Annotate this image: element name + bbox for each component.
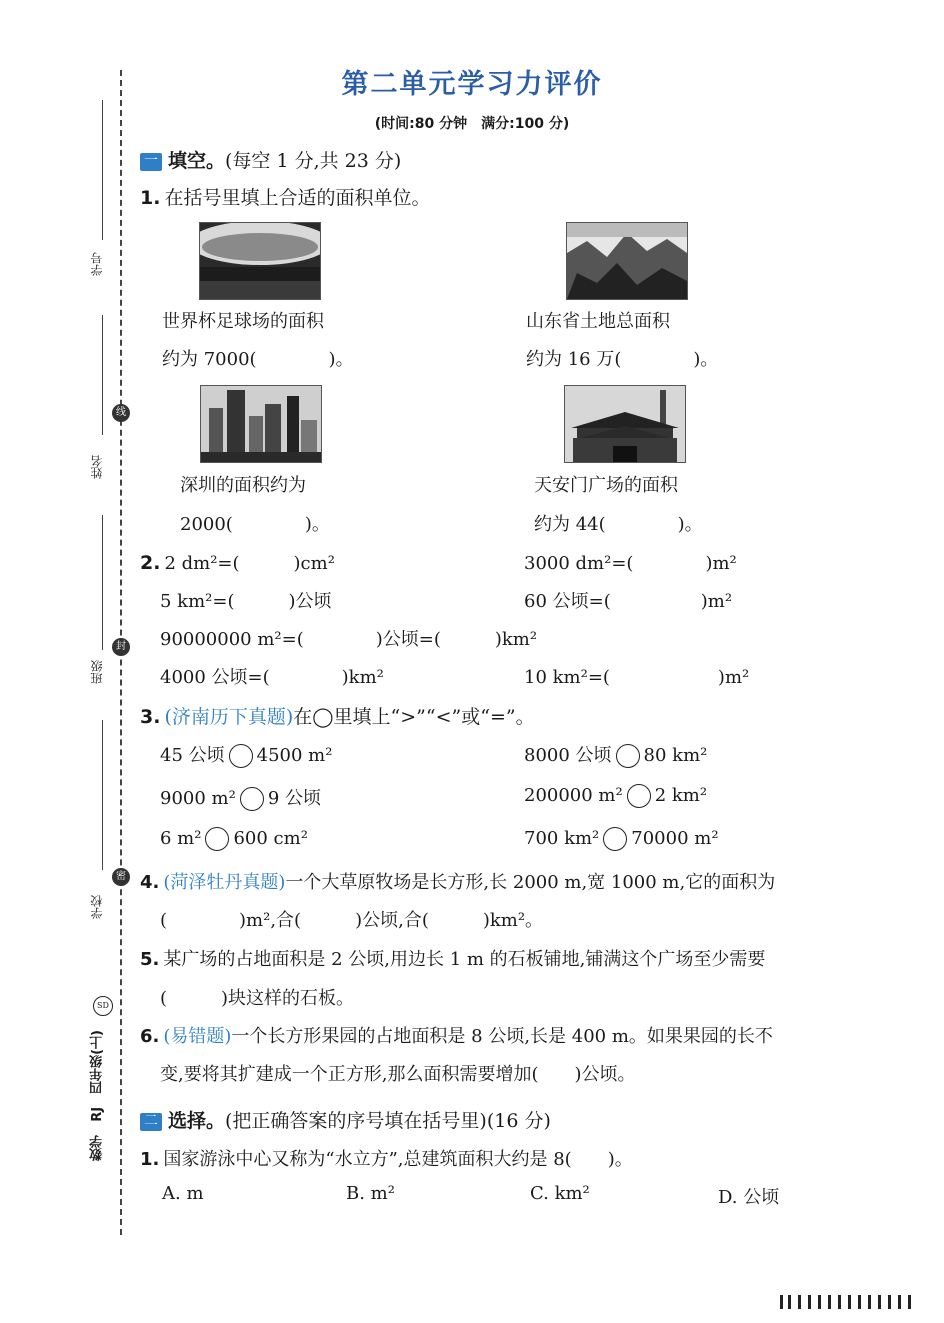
q2-row-3: 90000000 m²=( )公顷=( )km² <box>160 629 538 650</box>
question-1-text: 在括号里填上合适的面积单位。 <box>164 187 431 209</box>
compare-circle[interactable] <box>616 744 640 768</box>
compare-right: 80 km² <box>643 745 708 766</box>
mc-option-b[interactable]: B. m² <box>346 1183 395 1204</box>
compare-right: 600 cm² <box>233 828 308 849</box>
tiananmen-photo <box>564 385 686 463</box>
page-title: 第二单元学习力评价 <box>341 69 603 100</box>
q2-row-1-left: 2 dm²=( )cm² <box>164 553 335 574</box>
question-4 <box>140 868 775 894</box>
q1-item-1-line2: 约为 7000( )。 <box>162 349 354 370</box>
q2-row-2-right: 60 公顷=( )m² <box>524 591 733 612</box>
seal-mark-seal: 封 <box>112 638 130 656</box>
section-2-note: (把正确答案的序号填在括号里)(16 分) <box>225 1110 551 1132</box>
question-3 <box>140 702 535 729</box>
question-2-number: 2. <box>140 552 161 574</box>
mc-question-1-text: 国家游泳中心又称为“水立方”,总建筑面积大约是 8( )。 <box>163 1149 633 1170</box>
section-1-note: (每空 1 分,共 23 分) <box>225 150 402 172</box>
question-6-number: 6. <box>140 1026 160 1047</box>
compare-left: 700 km² <box>524 828 600 849</box>
section-2-heading <box>140 1106 551 1133</box>
question-5-line1: 某广场的占地面积是 2 公顷,用边长 1 m 的石板铺地,铺满这个广场至少需要 <box>163 949 766 970</box>
school-label: 学校 <box>90 895 104 919</box>
name-label: 姓名 <box>90 455 104 479</box>
mountain-photo <box>566 222 688 300</box>
seal-mark-secret: 密 <box>112 868 130 886</box>
question-2 <box>140 549 335 575</box>
q3-row-3-left <box>160 827 308 851</box>
q1-item-3-line1: 深圳的面积约为 <box>180 475 306 496</box>
question-5-line2: ( )块这样的石板。 <box>160 988 355 1009</box>
compare-circle[interactable] <box>603 827 627 851</box>
q1-item-4-line1: 天安门广场的面积 <box>534 475 678 496</box>
question-3-tag: (济南历下真题) <box>164 706 294 728</box>
stadium-photo <box>199 222 321 300</box>
q1-item-2-line2: 约为 16 万( )。 <box>526 349 719 370</box>
footer-tick-marks <box>780 1293 920 1311</box>
mc-question-1 <box>140 1145 633 1171</box>
compare-right: 9 公顷 <box>267 788 322 809</box>
q1-item-1-line1: 世界杯足球场的面积 <box>162 311 324 332</box>
section-2-badge: 二 <box>140 1113 162 1131</box>
book-label: 数学 RJ 四年级(上) <box>90 1030 105 1161</box>
city-photo <box>200 385 322 463</box>
publisher-badge: SD <box>93 996 113 1016</box>
question-5 <box>140 945 765 971</box>
section-1-title: 填空。 <box>168 150 226 172</box>
compare-circle[interactable] <box>627 784 651 808</box>
school-rule <box>102 720 103 870</box>
q2-row-2-left: 5 km²=( )公顷 <box>160 591 332 612</box>
question-1 <box>140 183 430 210</box>
student-id-label: 学号 <box>90 252 104 276</box>
compare-left: 200000 m² <box>524 785 623 806</box>
question-6 <box>140 1022 773 1048</box>
section-2-title: 选择。 <box>168 1110 226 1132</box>
question-6-line1: 一个长方形果园的占地面积是 8 公顷,长是 400 m。如果果园的长不 <box>231 1026 773 1047</box>
question-6-line2: 变,要将其扩建成一个正方形,那么面积需要增加( )公顷。 <box>160 1064 636 1085</box>
q3-row-1-left <box>160 741 332 768</box>
question-5-number: 5. <box>140 949 160 970</box>
question-4-tag: (菏泽牡丹真题) <box>163 872 286 893</box>
compare-right: 2 km² <box>654 785 708 806</box>
q1-item-3-line2: 2000( )。 <box>180 514 330 535</box>
mc-option-a[interactable]: A. m <box>162 1183 204 1204</box>
q3-row-2-left <box>160 784 321 811</box>
compare-right: 70000 m² <box>631 828 719 849</box>
compare-right: 4500 m² <box>256 745 333 766</box>
q2-row-1-right: 3000 dm²=( )m² <box>524 553 737 574</box>
seal-mark-line: 线 <box>112 404 130 422</box>
mc-question-1-number: 1. <box>140 1149 160 1170</box>
q3-row-3-right <box>524 827 719 851</box>
compare-left: 8000 公顷 <box>524 745 612 766</box>
compare-circle[interactable] <box>205 827 229 851</box>
q3-row-1-right <box>524 741 707 768</box>
q3-row-2-right <box>524 784 707 808</box>
question-4-number: 4. <box>140 872 160 893</box>
mc-option-c[interactable]: C. km² <box>530 1183 590 1204</box>
q2-row-4-left: 4000 公顷=( )km² <box>160 667 384 688</box>
compare-circle[interactable] <box>240 787 264 811</box>
class-rule <box>102 515 103 650</box>
q2-row-4-right: 10 km²=( )m² <box>524 667 750 688</box>
compare-left: 9000 m² <box>160 788 236 809</box>
question-6-tag: (易错题) <box>163 1026 232 1047</box>
q1-item-4-line2: 约为 44( )。 <box>534 514 703 535</box>
name-rule <box>102 315 103 435</box>
question-1-number: 1. <box>140 187 161 209</box>
compare-circle[interactable] <box>229 744 253 768</box>
section-1-badge: 一 <box>140 153 162 171</box>
compare-left: 6 m² <box>160 828 202 849</box>
q1-item-2-line1: 山东省土地总面积 <box>526 311 670 332</box>
question-3-text: 在◯里填上“>”“<”或“=”。 <box>293 706 535 728</box>
compare-left: 45 公顷 <box>160 745 225 766</box>
question-3-number: 3. <box>140 706 161 728</box>
mc-option-d[interactable]: D. 公顷 <box>718 1187 780 1208</box>
section-1-heading <box>140 146 401 173</box>
question-4-line1: 一个大草原牧场是长方形,长 2000 m,宽 1000 m,它的面积为 <box>285 872 776 893</box>
class-label: 班级 <box>90 660 104 684</box>
page-subtitle: (时间:80 分钟 满分:100 分) <box>374 116 570 132</box>
question-4-line2: ( )m²,合( )公顷,合( )km²。 <box>160 910 544 931</box>
